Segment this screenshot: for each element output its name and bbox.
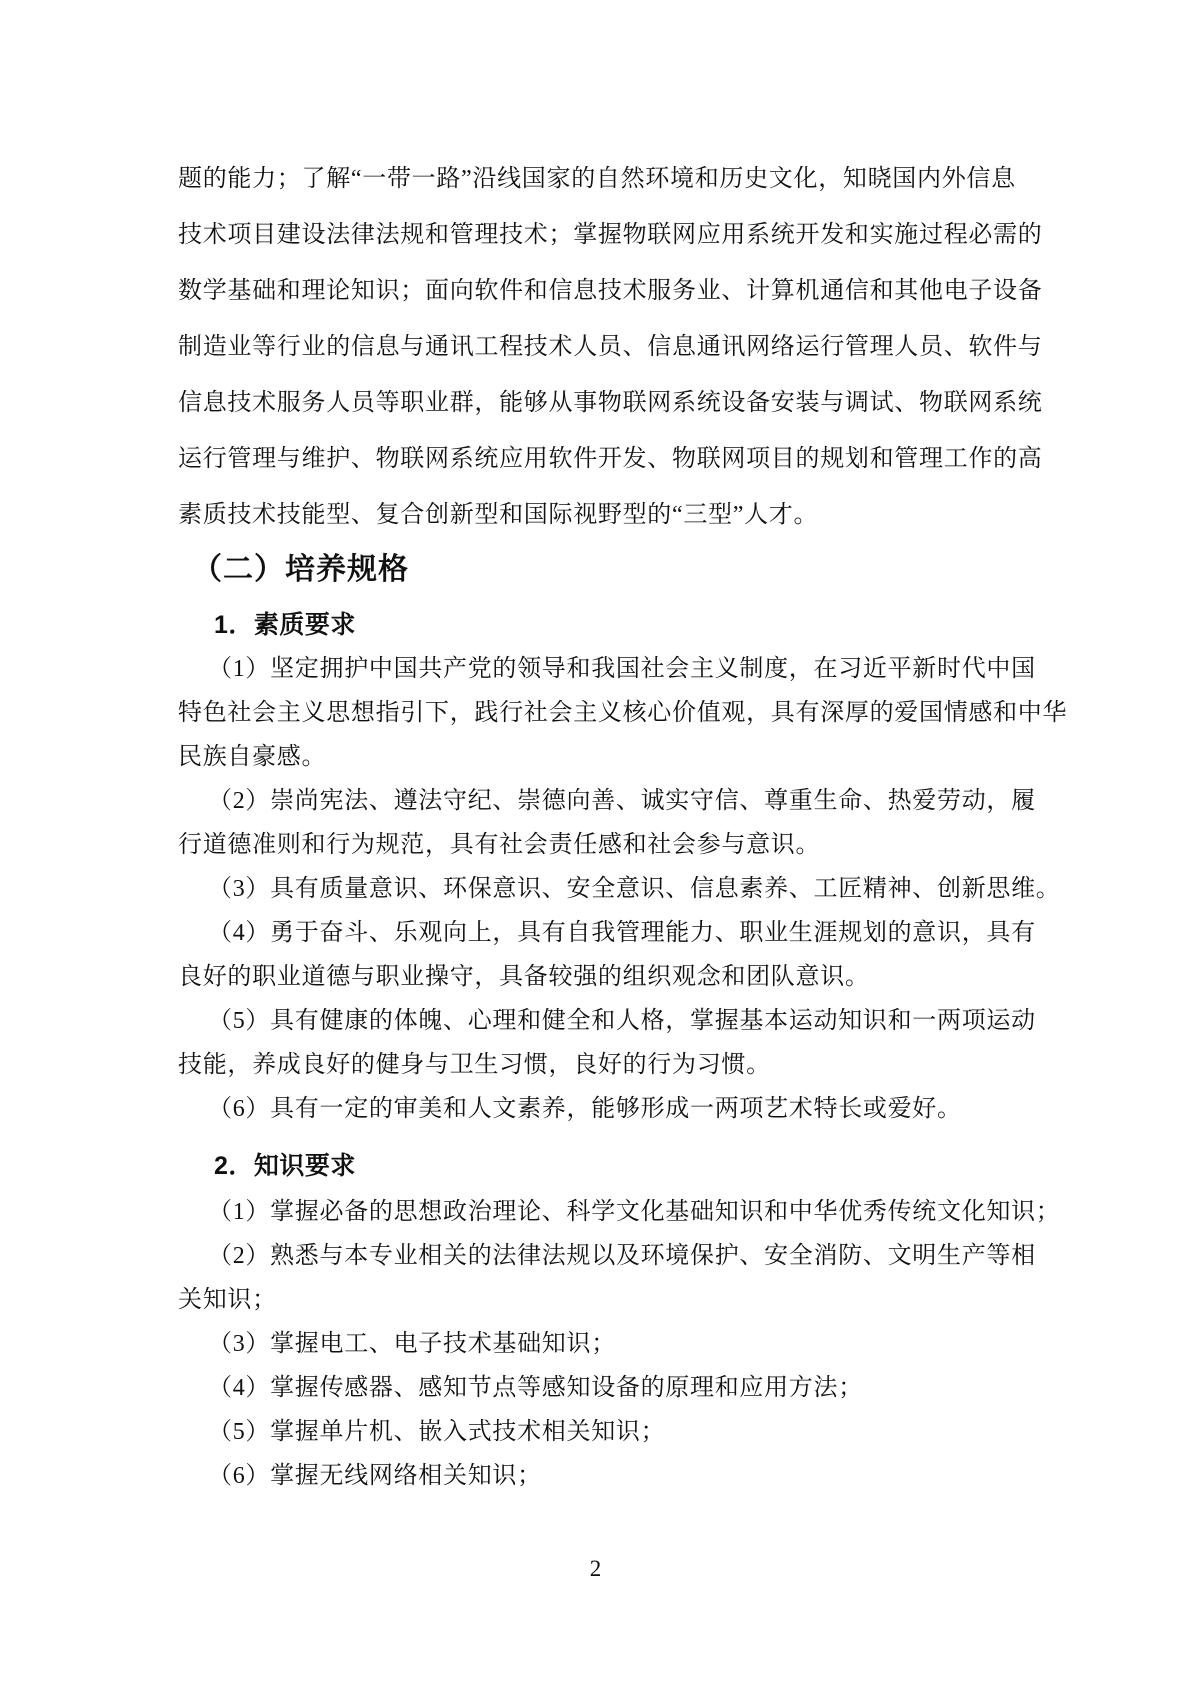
item-line: （6）掌握无线网络相关知识； [208,1463,542,1489]
intro-line: 技术项目建设法律法规和管理技术；掌握物联网应用系统开发和实施过程必需的 [178,222,1043,248]
intro-line: 题的能力；了解“一带一路”沿线国家的自然环境和历史文化，知晓国内外信息 [178,166,1016,192]
section-heading: （二）培养规格 [192,553,409,586]
item-line: 良好的职业道德与职业操守，具备较强的组织观念和团队意识。 [178,964,870,990]
subsection-title-1: 1．素质要求 [214,611,356,639]
intro-line: 运行管理与维护、物联网系统应用软件开发、物联网项目的规划和管理工作的高 [178,446,1043,472]
item-line: 技能，养成良好的健身与卫生习惯，良好的行为习惯。 [178,1052,771,1078]
document-content [178,151,1068,1498]
subsection-title-2: 2．知识要求 [214,1152,356,1180]
item-line: （3）掌握电工、电子技术基础知识； [208,1331,616,1357]
intro-line: 数学基础和理论知识；面向软件和信息技术服务业、计算机通信和其他电子设备 [178,278,1043,304]
item-line: （1）掌握必备的思想政治理论、科学文化基础知识和中华优秀传统文化知识； [208,1199,1061,1225]
item-line: （1）坚定拥护中国共产党的领导和我国社会主义制度，在习近平新时代中国 [208,656,1036,682]
intro-line: 信息技术服务人员等职业群，能够从事物联网系统设备安装与调试、物联网系统 [178,390,1043,416]
intro-line: 素质技术技能型、复合创新型和国际视野型的“三型”人才。 [178,502,819,528]
intro-line: 制造业等行业的信息与通讯工程技术人员、信息通讯网络运行管理人员、软件与 [178,334,1043,360]
page-number: 2 [589,1556,602,1581]
item-line: （5）掌握单片机、嵌入式技术相关知识； [208,1419,666,1445]
item-line: （3）具有质量意识、环保意识、安全意识、信息素养、工匠精神、创新思维。 [208,876,1061,902]
item-line: （2）崇尚宪法、遵法守纪、崇德向善、诚实守信、尊重生命、热爱劳动，履 [208,788,1036,814]
item-line: （5）具有健康的体魄、心理和健全和人格，掌握基本运动知识和一两项运动 [208,1008,1036,1034]
item-line: 民族自豪感。 [178,744,327,770]
item-line: （4）掌握传感器、感知节点等感知设备的原理和应用方法； [208,1375,863,1401]
item-line: 关知识； [178,1287,277,1313]
item-line: （6）具有一定的审美和人文素养，能够形成一两项艺术特长或爱好。 [208,1096,962,1122]
item-line: （4）勇于奋斗、乐观向上，具有自我管理能力、职业生涯规划的意识，具有 [208,920,1036,946]
item-line: 行道德准则和行为规范，具有社会责任感和社会参与意识。 [178,832,821,858]
item-line: （2）熟悉与本专业相关的法律法规以及环境保护、安全消防、文明生产等相 [208,1243,1036,1269]
item-line: 特色社会主义思想指引下，践行社会主义核心价值观，具有深厚的爱国情感和中华 [178,700,1068,726]
